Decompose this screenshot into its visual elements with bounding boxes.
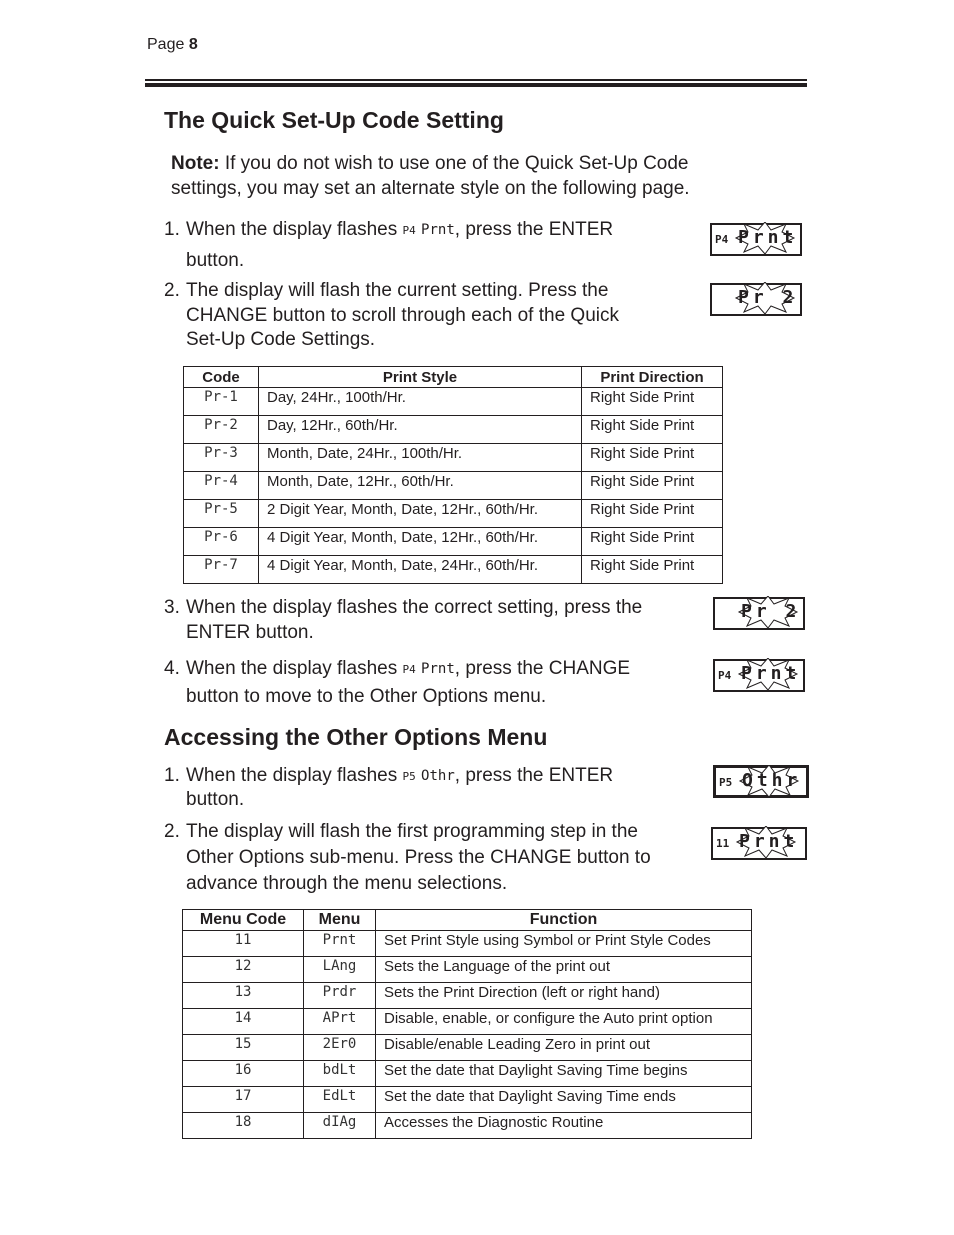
note-paragraph bbox=[171, 151, 690, 201]
step-text: When the display flashes the correct setting, press the bbox=[186, 597, 643, 618]
table-header-row bbox=[183, 910, 752, 931]
table-row bbox=[184, 444, 723, 472]
table-cell-code: LAng bbox=[304, 957, 376, 983]
step-text-cont: button. bbox=[186, 250, 245, 271]
step-1 bbox=[164, 217, 694, 274]
step-text: When the display flashes bbox=[186, 765, 403, 786]
step-number: 3. bbox=[164, 597, 180, 618]
lcd-code: Othr bbox=[421, 768, 455, 784]
table-cell-code: 14 bbox=[183, 1009, 304, 1035]
step-text: The display will flash the current setting. Press the bbox=[186, 280, 609, 301]
step-5 bbox=[164, 764, 694, 811]
table-cell: Set Print Style using Symbol or Print Style Codes bbox=[376, 931, 752, 957]
table-cell-code: EdLt bbox=[304, 1087, 376, 1113]
table-cell: 2 Digit Year, Month, Date, 12Hr., 60th/Hr. bbox=[259, 500, 582, 528]
table-row bbox=[183, 1087, 752, 1113]
col-menu-code: Menu Code bbox=[183, 910, 304, 931]
table-cell-code: APrt bbox=[304, 1009, 376, 1035]
table-row bbox=[184, 472, 723, 500]
lcd-big-text: Othr bbox=[742, 770, 802, 791]
col-print-direction: Print Direction bbox=[582, 367, 723, 388]
table-cell: 4 Digit Year, Month, Date, 12Hr., 60th/Hr. bbox=[259, 528, 582, 556]
lcd-big-text: Prnt bbox=[739, 831, 799, 852]
step-text: , press the CHANGE bbox=[454, 658, 631, 679]
step-number: 2. bbox=[164, 821, 180, 842]
table-row bbox=[183, 1035, 752, 1061]
table-row bbox=[183, 957, 752, 983]
table-cell: Day, 24Hr., 100th/Hr. bbox=[259, 388, 582, 416]
table-cell-code: Prnt bbox=[304, 931, 376, 957]
page-number bbox=[147, 36, 198, 54]
other-options-menu-table bbox=[182, 909, 752, 1139]
section-title-quick-setup: The Quick Set-Up Code Setting bbox=[164, 107, 504, 133]
table-cell: Set the date that Daylight Saving Time ends bbox=[376, 1087, 752, 1113]
header-rule-thick bbox=[145, 83, 807, 87]
table-row bbox=[184, 416, 723, 444]
lcd-small-text: P4 bbox=[718, 669, 732, 682]
note-text-2: settings, you may set an alternate style on the following page. bbox=[171, 178, 690, 199]
col-code: Code bbox=[184, 367, 259, 388]
lcd-display-p4-prnt-2 bbox=[713, 659, 805, 692]
table-cell: Disable/enable Leading Zero in print out bbox=[376, 1035, 752, 1061]
table-row bbox=[184, 528, 723, 556]
lcd-display-p5-othr bbox=[713, 765, 809, 798]
table-cell-code: 15 bbox=[183, 1035, 304, 1061]
table-cell: Disable, enable, or configure the Auto print option bbox=[376, 1009, 752, 1035]
table-cell: Accesses the Diagnostic Routine bbox=[376, 1113, 752, 1139]
lcd-display-11-prnt bbox=[711, 827, 807, 860]
table-header-row bbox=[184, 367, 723, 388]
col-menu: Menu bbox=[304, 910, 376, 931]
table-row bbox=[184, 556, 723, 584]
table-cell-code: Pr-3 bbox=[184, 444, 259, 472]
table-cell-code: dIAg bbox=[304, 1113, 376, 1139]
page-label: Page bbox=[147, 36, 185, 53]
table-cell-code: 2Er0 bbox=[304, 1035, 376, 1061]
step-text: When the display flashes bbox=[186, 219, 403, 240]
table-cell-code: bdLt bbox=[304, 1061, 376, 1087]
table-cell: Right Side Print bbox=[582, 416, 723, 444]
table-cell-code: Pr-2 bbox=[184, 416, 259, 444]
note-label: Note: bbox=[171, 153, 220, 174]
step-number: 1. bbox=[164, 765, 180, 786]
table-cell: Right Side Print bbox=[582, 500, 723, 528]
table-cell-code: Prdr bbox=[304, 983, 376, 1009]
lcd-code: Prnt bbox=[421, 661, 455, 677]
table-cell-code: 12 bbox=[183, 957, 304, 983]
table-cell-code: Pr-1 bbox=[184, 388, 259, 416]
table-cell: 4 Digit Year, Month, Date, 24Hr., 60th/Hr. bbox=[259, 556, 582, 584]
table-row bbox=[183, 1061, 752, 1087]
table-row bbox=[183, 931, 752, 957]
table-row bbox=[183, 1009, 752, 1035]
table-cell: Month, Date, 12Hr., 60th/Hr. bbox=[259, 472, 582, 500]
table-cell-code: Pr-4 bbox=[184, 472, 259, 500]
step-number: 1. bbox=[164, 219, 180, 240]
lcd-small-text: 11 bbox=[716, 837, 730, 850]
table-cell: Right Side Print bbox=[582, 472, 723, 500]
step-text-cont: button to move to the Other Options menu. bbox=[186, 686, 547, 707]
lcd-big-text: Pr 2 bbox=[738, 287, 798, 308]
lcd-code: Prnt bbox=[421, 222, 455, 238]
step-number: 4. bbox=[164, 658, 180, 679]
lcd-display-pr2-confirm bbox=[713, 597, 805, 630]
step-4 bbox=[164, 655, 704, 710]
step-text-cont: button. bbox=[186, 789, 245, 810]
page-number-value: 8 bbox=[188, 36, 198, 53]
lcd-big-text: Prnt bbox=[738, 227, 798, 248]
table-cell: Right Side Print bbox=[582, 556, 723, 584]
table-cell: Sets the Language of the print out bbox=[376, 957, 752, 983]
quick-setup-code-table bbox=[183, 366, 723, 584]
section-title-other-options: Accessing the Other Options Menu bbox=[164, 724, 548, 750]
step-text: The display will flash the first programming step in the bbox=[186, 821, 638, 842]
step-text: , press the ENTER bbox=[454, 219, 614, 240]
lcd-small-text: P4 bbox=[715, 233, 729, 246]
step-text: When the display flashes bbox=[186, 658, 403, 679]
table-row bbox=[183, 1113, 752, 1139]
lcd-code-small: P4 bbox=[402, 224, 416, 237]
step-text-cont: ENTER button. bbox=[186, 622, 314, 643]
step-text: , press the ENTER bbox=[454, 765, 614, 786]
step-text-cont: advance through the menu selections. bbox=[186, 873, 508, 894]
step-2 bbox=[164, 279, 694, 353]
note-text-1: If you do not wish to use one of the Quick Set-Up Code bbox=[219, 153, 689, 174]
table-cell-code: Pr-7 bbox=[184, 556, 259, 584]
table-row bbox=[183, 983, 752, 1009]
step-3 bbox=[164, 595, 704, 645]
step-text-cont: CHANGE button to scroll through each of the Quick bbox=[186, 304, 619, 326]
col-function: Function bbox=[376, 910, 752, 931]
header-rule-thin bbox=[145, 79, 807, 81]
lcd-small-text: P5 bbox=[719, 776, 733, 789]
step-text-cont: Set-Up Code Settings. bbox=[186, 329, 376, 350]
table-cell-code: Pr-5 bbox=[184, 500, 259, 528]
table-cell: Month, Date, 24Hr., 100th/Hr. bbox=[259, 444, 582, 472]
table-cell: Set the date that Daylight Saving Time begins bbox=[376, 1061, 752, 1087]
table-cell: Sets the Print Direction (left or right hand) bbox=[376, 983, 752, 1009]
table-cell-code: 11 bbox=[183, 931, 304, 957]
lcd-big-text: Pr 2 bbox=[741, 601, 801, 622]
table-cell: Right Side Print bbox=[582, 388, 723, 416]
col-print-style: Print Style bbox=[259, 367, 582, 388]
table-cell-code: Pr-6 bbox=[184, 528, 259, 556]
lcd-code-small: P5 bbox=[402, 770, 416, 783]
table-cell-code: 18 bbox=[183, 1113, 304, 1139]
table-cell-code: 17 bbox=[183, 1087, 304, 1113]
table-cell-code: 13 bbox=[183, 983, 304, 1009]
lcd-code-small: P4 bbox=[402, 663, 416, 676]
lcd-display-pr2 bbox=[710, 283, 802, 316]
table-cell-code: 16 bbox=[183, 1061, 304, 1087]
table-cell: Right Side Print bbox=[582, 528, 723, 556]
table-row bbox=[184, 500, 723, 528]
step-number: 2. bbox=[164, 280, 180, 301]
step-text-cont: Other Options sub-menu. Press the CHANGE button to bbox=[186, 847, 651, 868]
table-cell: Day, 12Hr., 60th/Hr. bbox=[259, 416, 582, 444]
table-row bbox=[184, 388, 723, 416]
lcd-display-p4-prnt bbox=[710, 223, 802, 256]
step-6 bbox=[164, 819, 704, 897]
table-cell: Right Side Print bbox=[582, 444, 723, 472]
lcd-big-text: Prnt bbox=[741, 663, 801, 684]
